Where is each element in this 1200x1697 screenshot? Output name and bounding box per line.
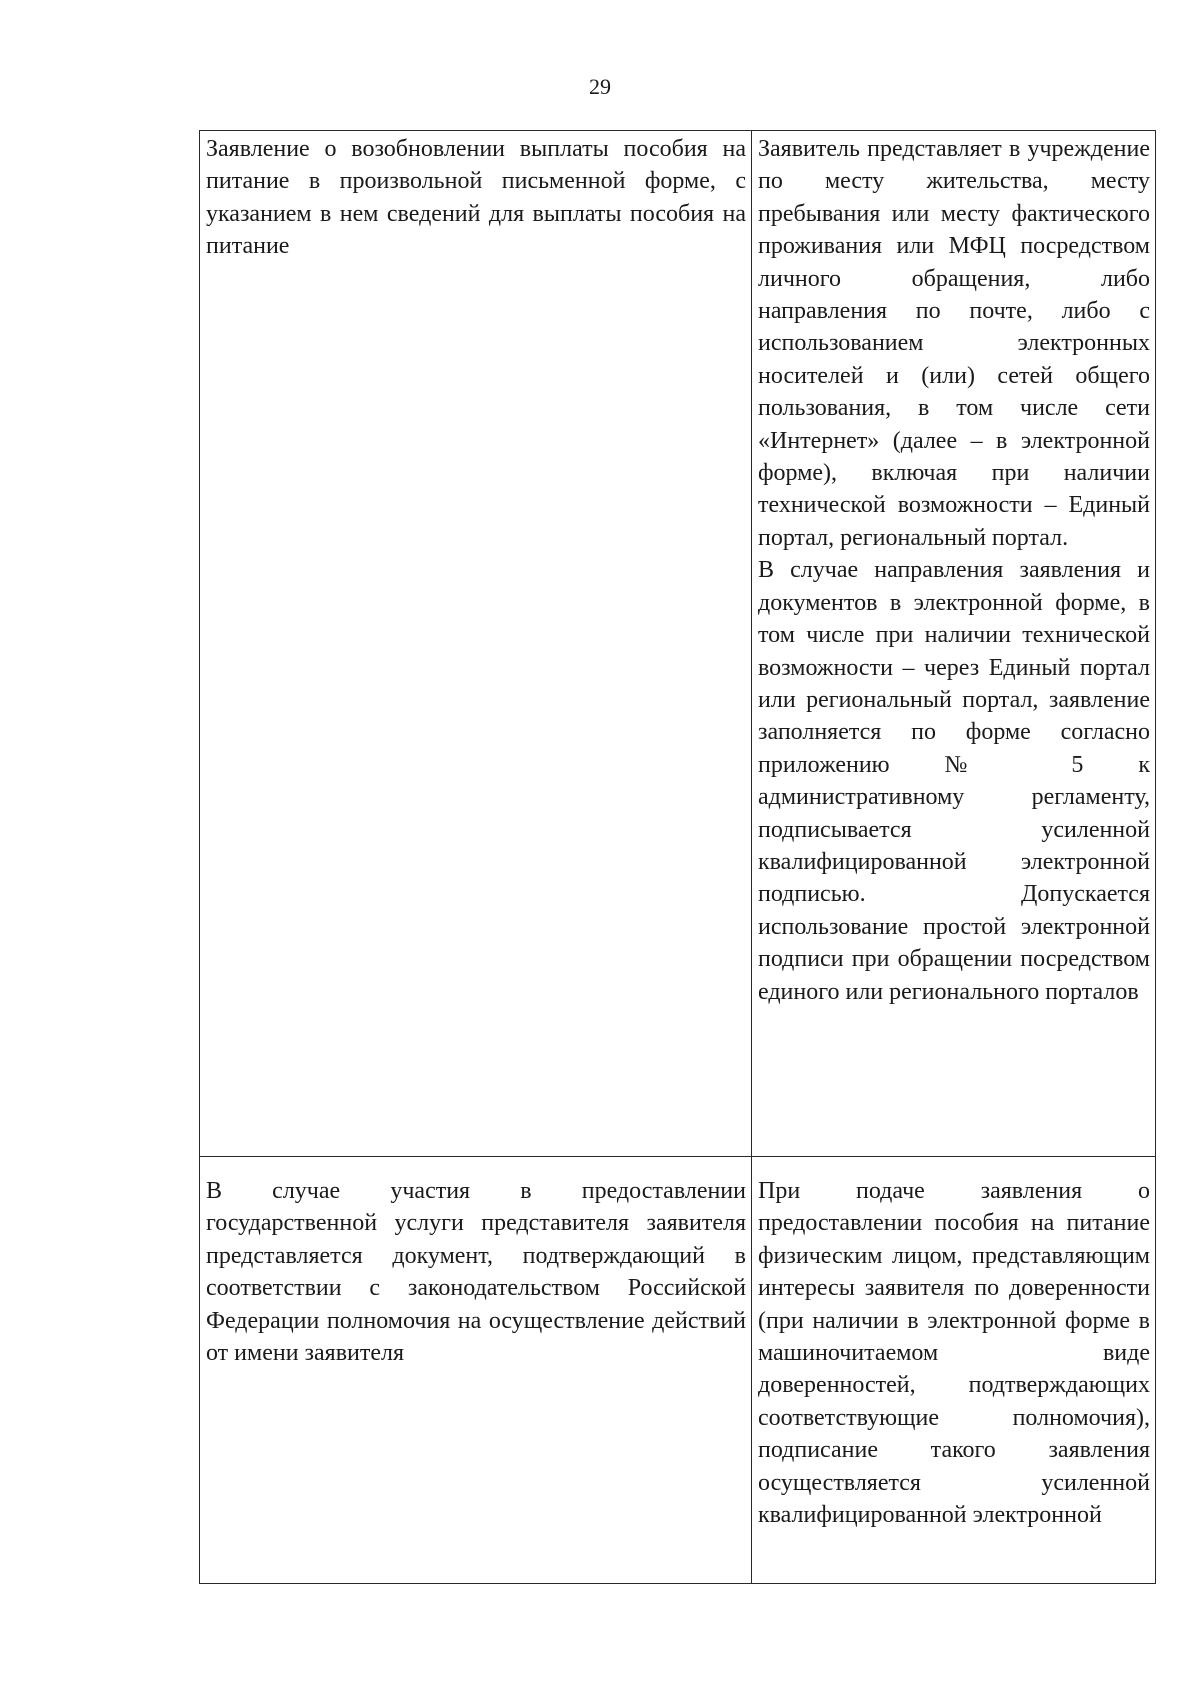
cell-text: В случае участия в предоставлении государственной услуги представителя заявителя представляется документ, подтверждающий в соответствии с законодательством Российской Федерации полномочия на осуществление действий от имени заявителя [206, 1178, 746, 1367]
page-number: 29 [589, 74, 611, 99]
cell-paragraph: В случае направления заявления и документов в электронной форме, в том числе при наличии технической возможности – через Единый портал или региональный портал, заявление заполняется по форме согласно приложению № 5 к административному регламенту, подписывается усиленной квалифицированной электронной подписью. Допускается использование простой электронной подписи при обращении посредством единого или регионального порталов [758, 557, 1150, 1005]
table-cell-procedure [752, 1157, 1156, 1584]
table-row [200, 131, 1156, 1157]
table-cell-procedure [752, 131, 1156, 1157]
table-cell-requirement [200, 1157, 752, 1584]
cell-text: Заявление о возобновлении выплаты пособия на питание в произвольной письменной форме, с указанием в нем сведений для выплаты пособия на питание [206, 136, 746, 260]
table-cell-requirement [200, 131, 752, 1157]
document-table [199, 130, 1156, 1584]
cell-paragraph: Заявитель представляет в учреждение по месту жительства, месту пребывания или месту фактического проживания или МФЦ посредством личного обращения, либо направления по почте, либо с использованием электронных носителей и (или) сетей общего пользования, в том числе сети «Интернет» (далее – в электронной форме), включая при наличии технической возможности – Единый портал, региональный портал. [758, 136, 1150, 551]
cell-paragraph: При подаче заявления о предоставлении пособия на питание физическим лицом, представляющим интересы заявителя по доверенности (при наличии в электронной форме в машиночитаемом виде доверенностей, подтверждающих соответствующие полномочия), подписание такого заявления осуществляется усиленной квалифицированной электронной [758, 1178, 1150, 1529]
table-row [200, 1157, 1156, 1584]
